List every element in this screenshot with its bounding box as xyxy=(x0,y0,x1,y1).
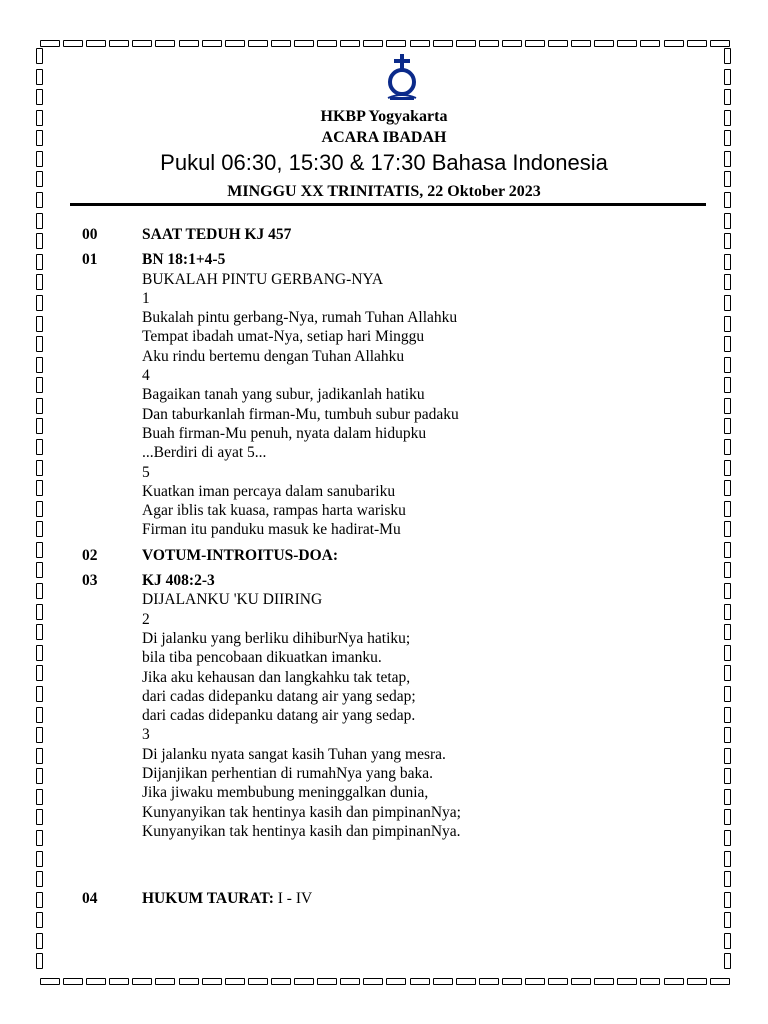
service-item xyxy=(82,546,702,565)
item-title-text: HUKUM TAURAT: xyxy=(142,890,274,908)
item-body xyxy=(142,546,702,565)
lyric-line: Aku rindu bertemu dengan Tuhan Allahku xyxy=(142,347,405,365)
lyric-line: Dan taburkanlah firman-Mu, tumbuh subur padaku xyxy=(142,405,459,423)
lyric-line: Bagaikan tanah yang subur, jadikanlah hatiku xyxy=(142,386,425,404)
item-number: 02 xyxy=(82,546,98,564)
lyric-line: 2 xyxy=(142,610,150,628)
lyric-line: Jika jiwaku membubung meninggalkan dunia, xyxy=(142,784,429,802)
lyric-line: Kunyanyikan tak hentinya kasih dan pimpinanNya; xyxy=(142,803,461,821)
program-title: ACARA IBADAH xyxy=(321,129,447,146)
item-title xyxy=(142,250,702,269)
lyric-line: Jika aku kehausan dan langkahku tak tetap, xyxy=(142,668,411,686)
frame-top xyxy=(40,40,730,47)
lyric-line: Kunyanyikan tak hentinya kasih dan pimpinanNya. xyxy=(142,822,461,840)
lyric-line: dari cadas didepanku datang air yang sedap. xyxy=(142,707,416,725)
lyric-line: Di jalanku yang berliku dihiburNya hatiku; xyxy=(142,629,411,647)
item-title xyxy=(142,571,702,590)
item-title-text: BN 18:1+4-5 xyxy=(142,251,226,269)
service-item xyxy=(82,889,702,908)
lyric-line: 5 xyxy=(142,463,150,481)
header-divider xyxy=(70,203,706,206)
service-item xyxy=(82,250,702,539)
item-title-suffix: I - IV xyxy=(273,890,313,908)
frame-bottom xyxy=(40,978,730,985)
service-item xyxy=(82,225,702,244)
sunday-date: MINGGU XX TRINITATIS, 22 Oktober 2023 xyxy=(227,183,541,200)
item-number: 00 xyxy=(82,226,98,243)
section-gap xyxy=(82,847,702,889)
lyric-line: bila tiba pencobaan dikuatkan imanku. xyxy=(142,649,382,667)
lyric-line: dari cadas didepanku datang air yang sedap; xyxy=(142,687,416,705)
lyric-line: DIJALANKU 'KU DIIRING xyxy=(142,591,323,609)
item-number: 04 xyxy=(82,890,98,908)
item-number: 01 xyxy=(82,251,98,269)
service-times: Pukul 06:30, 15:30 & 17:30 Bahasa Indonesia xyxy=(160,150,608,175)
item-body xyxy=(142,250,702,539)
lyric-line: Bukalah pintu gerbang-Nya, rumah Tuhan Allahku xyxy=(142,309,458,327)
lyric-line: Buah firman-Mu penuh, nyata dalam hidupku xyxy=(142,424,427,442)
item-title-text: SAAT TEDUH KJ 457 xyxy=(142,226,292,243)
item-title-text: VOTUM-INTROITUS-DOA: xyxy=(142,546,339,564)
service-item xyxy=(82,571,702,841)
lyric-line: 3 xyxy=(142,726,150,744)
lyric-line: 1 xyxy=(142,289,150,307)
lyric-line: BUKALAH PINTU GERBANG-NYA xyxy=(142,270,384,288)
lyric-line: Di jalanku nyata sangat kasih Tuhan yang mesra. xyxy=(142,745,446,763)
item-body xyxy=(142,571,702,841)
item-title-text: KJ 408:2-3 xyxy=(142,572,215,590)
lyric-line: Firman itu panduku masuk ke hadirat-Mu xyxy=(142,521,401,539)
item-title xyxy=(142,889,702,908)
lyric-line: Tempat ibadah umat-Nya, setiap hari Minggu xyxy=(142,328,425,346)
item-body xyxy=(142,889,702,908)
item-number: 03 xyxy=(82,572,98,590)
lyric-line: Dijanjikan perhentian di rumahNya yang baka. xyxy=(142,765,433,783)
church-name: HKBP Yogyakarta xyxy=(320,108,448,125)
lyric-line: ...Berdiri di ayat 5... xyxy=(142,444,267,462)
item-title xyxy=(142,546,702,565)
lyric-line: 4 xyxy=(142,367,150,385)
lyric-line: Kuatkan iman percaya dalam sanubariku xyxy=(142,482,396,500)
item-title xyxy=(142,225,702,244)
item-body xyxy=(142,225,702,244)
order-of-service xyxy=(82,225,702,915)
cross-circle-logo-icon xyxy=(382,52,422,106)
lyric-line: Agar iblis tak kuasa, rampas harta warisku xyxy=(142,502,406,520)
